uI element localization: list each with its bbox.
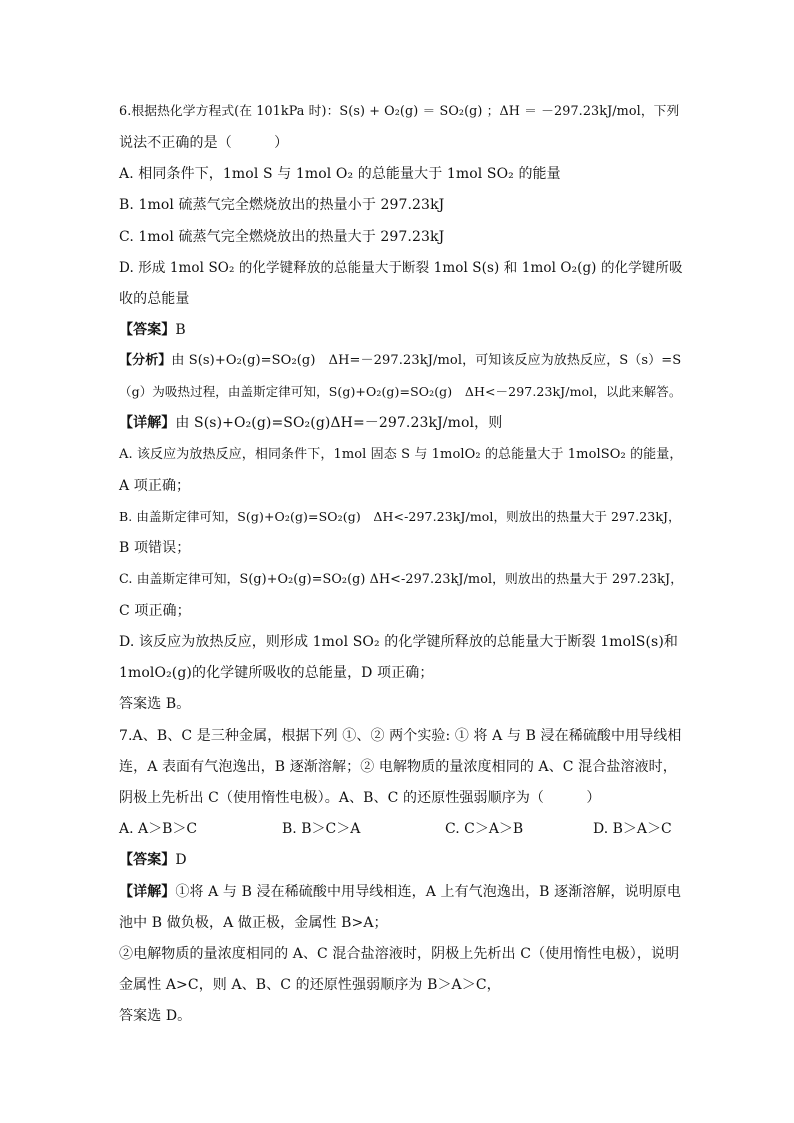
q6-option-d-line-2: 收的总能量 bbox=[119, 291, 190, 307]
q7-detail-line-3: ②电解物质的量浓度相同的 A、C 混合盐溶液时，阴极上先析出 C（使用惰性电极），说明 bbox=[119, 946, 680, 962]
q7-stem-line-2: 连，A 表面有气泡逸出，B 逐渐溶解；② 电解物质的量浓度相同的 A、C 混合盐溶液时， bbox=[119, 759, 677, 775]
q7-detail-text-1: ①将 A 与 B 浸在稀硫酸中用导线相连，A 上有气泡逸出，B 逐渐溶解，说明原电 bbox=[175, 884, 682, 900]
q6-detail-text-1: 由 S(s)+O₂(g)=SO₂(g)ΔH=－297.23kJ/mol，则 bbox=[175, 415, 503, 431]
q7-answer bbox=[119, 850, 187, 870]
q6-analysis-line-1 bbox=[119, 351, 681, 371]
q7-option-c: C. C＞A＞B bbox=[445, 821, 524, 837]
q6-detail-line-1 bbox=[119, 413, 502, 433]
q6-answer bbox=[119, 320, 186, 340]
q6-stem-line-1: 6.根据热化学方程式(在 101kPa 时)：S(s) + O₂(g) ＝ SO₂(g) ；ΔH ＝ －297.23kJ/mol，下列 bbox=[119, 104, 680, 119]
q6-detail-c-line-2: C 项正确； bbox=[119, 603, 191, 619]
q6-answer-value: B bbox=[175, 322, 186, 338]
q7-detail-line-1 bbox=[119, 882, 681, 902]
q7-detail-tag: 【详解】 bbox=[119, 884, 176, 900]
q6-option-c: C. 1mol 硫蒸气完全燃烧放出的热量大于 297.23kJ bbox=[119, 229, 445, 245]
q7-stem-line-1: 7.A、B、C 是三种金属，根据下列 ①、② 两个实验: ① 将 A 与 B 浸在稀硫酸中用导线相 bbox=[119, 728, 682, 744]
q6-analysis-line-2: （g）为吸热过程，由盖斯定律可知，S(g)+O₂(g)=SO₂(g) ΔH<－297.23kJ/mol，以此来解答。 bbox=[119, 384, 682, 399]
q6-detail-tag: 【详解】 bbox=[119, 415, 176, 431]
q7-stem-line-3: 阴极上先析出 C（使用惰性电极）。A、B、C 的还原性强弱顺序为（ ） bbox=[119, 790, 601, 806]
q6-analysis-tag: 【分析】 bbox=[119, 353, 172, 368]
q6-stem-line-2: 说法不正确的是（ ） bbox=[119, 135, 289, 151]
q7-answer-value: D bbox=[175, 852, 187, 868]
q7-option-a: A. A＞B＞C bbox=[119, 821, 198, 837]
q6-detail-c-line-1: C. 由盖斯定律可知，S(g)+O₂(g)=SO₂(g) ΔH<-297.23kJ/mol，则放出的热量大于 297.23kJ， bbox=[119, 572, 684, 587]
q7-detail-line-2: 池中 B 做负极，A 做正极，金属性 B>A； bbox=[119, 915, 388, 931]
q7-option-d: D. B＞A＞C bbox=[593, 821, 672, 837]
q6-detail-b-line-1: B. 由盖斯定律可知，S(g)+O₂(g)=SO₂(g) ΔH<-297.23kJ/mol，则放出的热量大于 297.23kJ， bbox=[119, 509, 681, 524]
q6-answer-tag: 【答案】 bbox=[119, 322, 176, 338]
q6-detail-a-line-1: A. 该反应为放热反应，相同条件下，1mol 固态 S 与 1molO₂ 的总能量大于 1molSO₂ 的能量， bbox=[119, 447, 683, 462]
q6-option-a: A. 相同条件下，1mol S 与 1mol O₂ 的总能量大于 1mol SO₂ 的能量 bbox=[119, 166, 561, 182]
q6-option-d-line-1: D. 形成 1mol SO₂ 的化学键释放的总能量大于断裂 1mol S(s) 和 1mol O₂(g) 的化学键所吸 bbox=[119, 260, 683, 276]
q7-answer-tag: 【答案】 bbox=[119, 852, 176, 868]
q6-analysis-text-1: 由 S(s)+O₂(g)=SO₂(g) ΔH=－297.23kJ/mol，可知该反应为放热反应，S（s）=S bbox=[171, 353, 682, 368]
q7-option-b: B. B＞C＞A bbox=[282, 821, 361, 837]
q6-detail-d-line-2: 1molO₂(g)的化学键所吸收的总能量，D 项正确； bbox=[119, 665, 434, 681]
q6-option-b: B. 1mol 硫蒸气完全燃烧放出的热量小于 297.23kJ bbox=[119, 197, 445, 213]
q7-detail-line-4: 金属性 A>C，则 A、B、C 的还原性强弱顺序为 B＞A＞C， bbox=[119, 977, 501, 993]
q6-detail-b-line-2: B 项错误； bbox=[119, 540, 191, 556]
q6-conclusion: 答案选 B。 bbox=[119, 696, 191, 712]
q6-detail-a-line-2: A 项正确； bbox=[119, 478, 191, 494]
q7-conclusion: 答案选 D。 bbox=[119, 1008, 192, 1024]
q6-detail-d-line-1: D. 该反应为放热反应，则形成 1mol SO₂ 的化学键所释放的总能量大于断裂 1molS(s)和 bbox=[119, 634, 678, 650]
